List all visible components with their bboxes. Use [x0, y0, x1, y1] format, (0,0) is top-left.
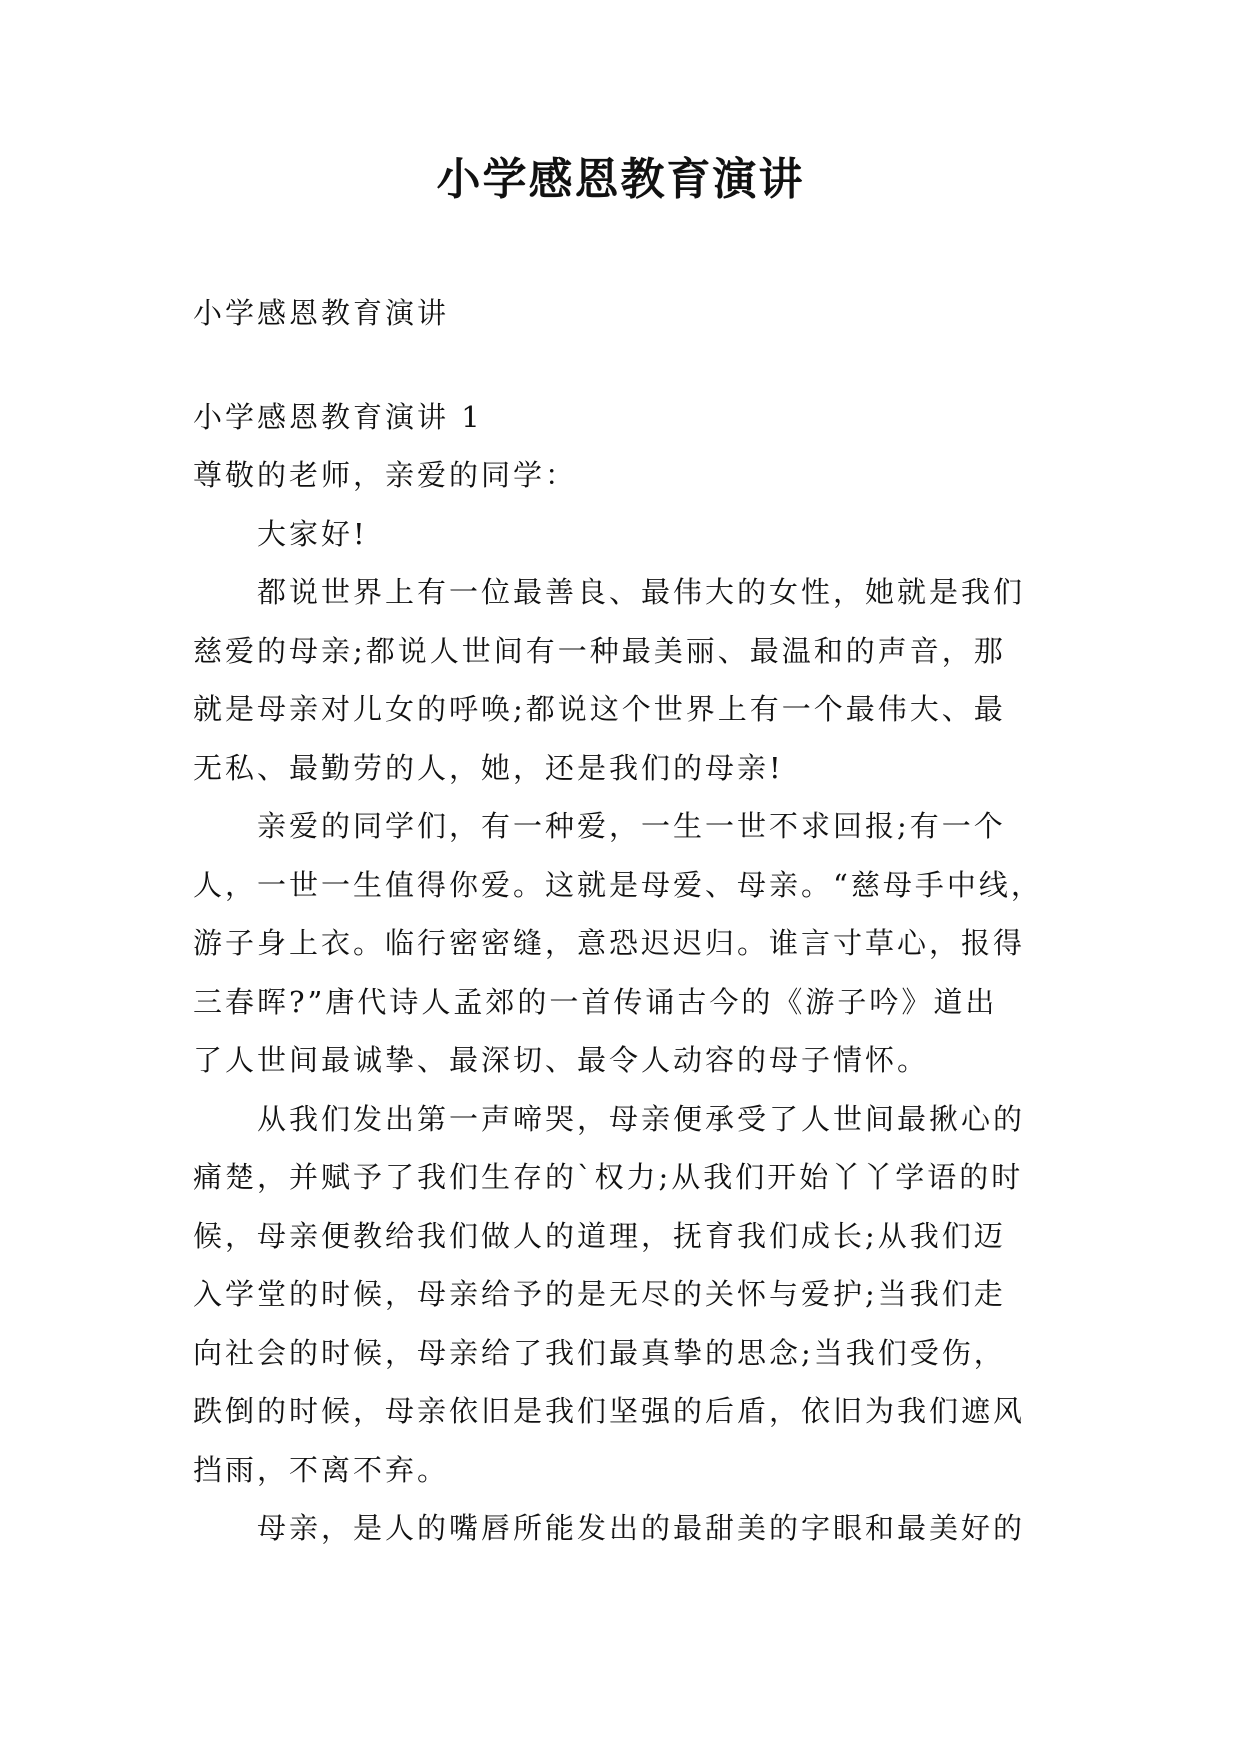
paragraph: [193, 797, 1071, 1090]
paragraph: [193, 1090, 1071, 1500]
paragraph-line: 慈爱的母亲;都说人世间有一种最美丽、最温和的声音，那: [193, 633, 1006, 668]
paragraph-line: 挡雨，不离不弃。: [193, 1452, 450, 1487]
paragraph-line: 三春晖?”唐代诗人孟郊的一首传诵古今的《游子吟》道出: [193, 984, 998, 1019]
paragraph-line: 亲爱的同学们，有一种爱，一生一世不求回报;有一个: [257, 809, 1006, 843]
document-body: [193, 284, 1071, 1558]
paragraph-line: 都说世界上有一位最善良、最伟大的女性，她就是我们: [257, 575, 1026, 609]
paragraph-line: 入学堂的时候，母亲给予的是无尽的关怀与爱护;当我们走: [193, 1277, 1006, 1311]
paragraph-line: 人，一世一生值得你爱。这就是母爱、母亲。“慈母手中线，: [193, 867, 1043, 902]
paragraph-line: 痛楚，并赋予了我们生存的`权力;从我们开始丫丫学语的时: [193, 1160, 1024, 1194]
document-subtitle: 小学感恩教育演讲: [193, 296, 450, 330]
paragraph-line: 就是母亲对儿女的呼唤;都说这个世界上有一个最伟大、最: [193, 692, 1006, 726]
paragraph-line: 了人世间最诚挚、最深切、最令人动容的母子情怀。: [193, 1043, 930, 1077]
greeting: 大家好!: [257, 516, 368, 551]
paragraph-line: 母亲，是人的嘴唇所能发出的最甜美的字眼和最美好的: [257, 1511, 1026, 1545]
paragraph-line: 候，母亲便教给我们做人的道理，抚育我们成长;从我们迈: [193, 1218, 1006, 1253]
paragraph-line: 从我们发出第一声啼哭，母亲便承受了人世间最揪心的: [257, 1101, 1026, 1136]
paragraph-line: 向社会的时候，母亲给了我们最真挚的思念;当我们受伤，: [193, 1335, 1006, 1370]
paragraph-line: 跌倒的时候，母亲依旧是我们坚强的后盾，依旧为我们遮风: [193, 1394, 1026, 1428]
document-title: 小学感恩教育演讲: [436, 154, 805, 205]
section-heading: 小学感恩教育演讲 1: [193, 399, 483, 434]
paragraph: [193, 563, 1071, 797]
paragraph-line: 无私、最勤劳的人，她，还是我们的母亲!: [193, 750, 784, 785]
paragraph-line: 游子身上衣。临行密密缝，意恐迟迟归。谁言寸草心，报得: [193, 926, 1026, 960]
paragraph: [193, 1499, 1071, 1558]
salutation: 尊敬的老师，亲爱的同学：: [193, 458, 578, 492]
